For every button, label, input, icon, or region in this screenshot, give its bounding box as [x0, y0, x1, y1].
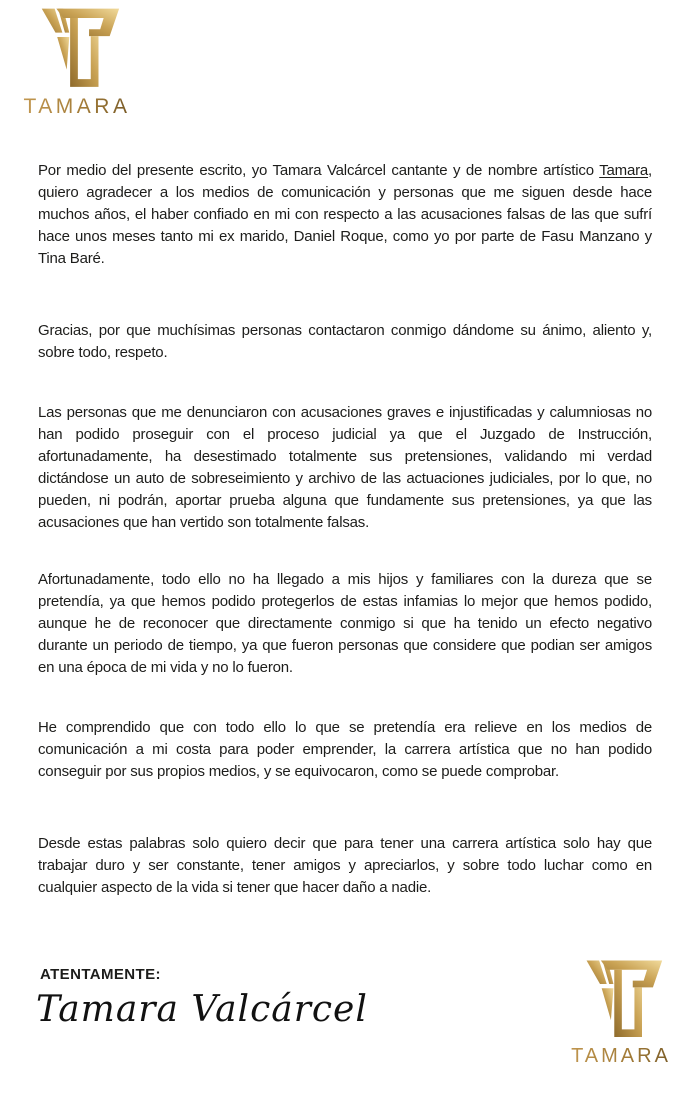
brand-logo-top — [14, 6, 140, 119]
paragraph-intro-post: , quiero agradecer a los medios de comunicación y personas que me siguen desde hace muchos años, el haber confiado en mi con respecto a las acusaciones falsas de las que sufrí hace unos meses tanto mi ex marido, Daniel Roque, como yo por parte de Fasu Manzano y Tina Baré. — [38, 162, 652, 267]
brand-wordmark-bottom: TAMARA — [556, 1045, 686, 1068]
paragraph-intro — [38, 160, 652, 270]
letter-body — [38, 160, 652, 943]
tamara-monogram-icon — [31, 6, 123, 92]
paragraph-family: Afortunadamente, todo ello no ha llegado a mis hijos y familiares con la dureza que se pretendía, ya que hemos podido protegerlos de estas infamias lo mejor que hemos podido, aunque he de reconocer que directamente conmigo si que ha tenido un efecto negativo durante un periodo de tiempo, ya que fueron personas que considere que podian ser amigos en una época de mi vida y no lo fueron. — [38, 571, 652, 676]
closing-label: ATENTAMENTE: — [40, 966, 161, 983]
tamara-monogram-icon — [576, 958, 666, 1042]
signature: Tamara Valcárcel — [36, 989, 368, 1030]
paragraph-intro-pre: Por medio del presente escrito, yo Tamara Valcárcel cantante y de nombre artístico — [38, 162, 600, 179]
paragraph-legal-outcome: Las personas que me denunciaron con acusaciones graves e injustificadas y calumniosas no han podido proseguir con el proceso judicial ya que el Juzgado de Instrucción, afortunadamente, ha desestimado totalmente sus pretensiones, validando mi verdad dictándose un auto de sobreseimiento y archivo de las actuaciones judiciales, por lo que, no pueden, ni podrán, aportar prueba alguna que fundamente sus pretensiones, ya que las acusaciones que han vertido son totalmente falsas. — [38, 404, 652, 531]
brand-wordmark-top: TAMARA — [14, 95, 140, 119]
closing-block — [36, 966, 368, 1030]
brand-logo-bottom — [556, 958, 686, 1068]
underlined-artist-name: Tamara — [599, 162, 649, 179]
paragraph-thanks: Gracias, por que muchísimas personas contactaron conmigo dándome su ánimo, aliento y, sobre todo, respeto. — [38, 322, 652, 361]
paragraph-career-advice: Desde estas palabras solo quiero decir que para tener una carrera artística solo hay que trabajar duro y ser constante, tener amigos y apreciarlos, y sobre todo luchar como en cualquier aspecto de la vida si tener que hacer daño a nadie. — [38, 835, 652, 896]
paragraph-media-motive: He comprendido que con todo ello lo que se pretendía era relieve en los medios de comunicación a mi costa para poder emprender, la carrera artística que no han podido conseguir por sus propios medios, y se equivocaron, como se puede comprobar. — [38, 719, 652, 780]
